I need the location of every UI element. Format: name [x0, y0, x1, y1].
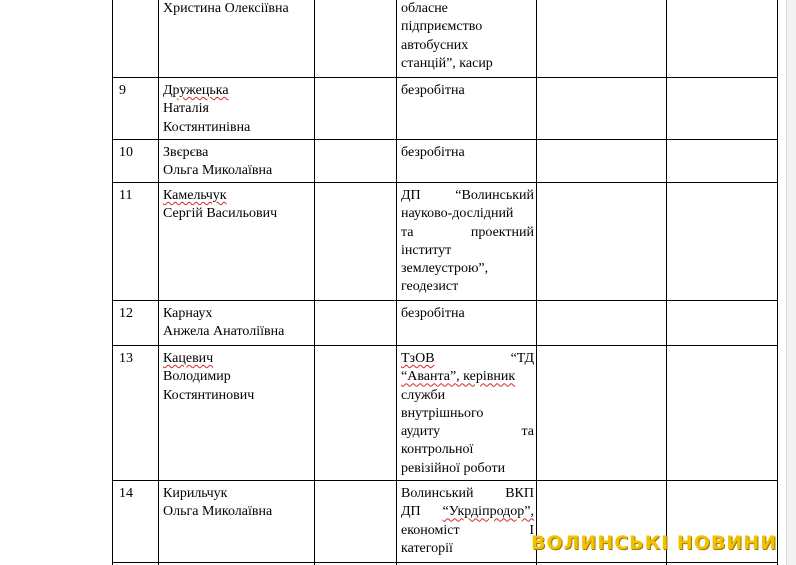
- organization-cell: Волинський ВКП ДП “Укрдіпродор”, економіст I категорії: [401, 486, 534, 556]
- row-number: 12: [119, 306, 133, 321]
- organization-cell: ТзОВ “ТД “Аванта”, керівник служби внутрішнього аудиту та контрольної ревізійної роботи: [401, 351, 534, 476]
- row-divider: [112, 139, 778, 140]
- row-number: 14: [119, 486, 133, 501]
- row-divider: [112, 300, 778, 301]
- page-margin: [787, 0, 796, 565]
- person-name-cell: Звєрєва Ольга Миколаївна: [163, 145, 273, 179]
- organization-cell: безробітна: [401, 83, 465, 98]
- row-number: 10: [119, 145, 133, 160]
- row-number: 13: [119, 351, 133, 366]
- person-name-cell: Карнаух Анжела Анатоліївна: [163, 306, 285, 340]
- organization-cell: безробітна: [401, 306, 465, 321]
- table-row-partial: [163, 0, 289, 18]
- person-name-cell: Дружецька Наталія Костянтинівна: [163, 83, 251, 135]
- watermark-logo: ВОЛИНСЬКІ НОВИНИ: [531, 532, 778, 554]
- person-name-line: Христина Олексіївна: [163, 1, 289, 16]
- organization-cell: ДП “Волинський науково-дослідний та проектний інститут землеустрою”, геодезист: [401, 188, 534, 295]
- organization-cell: безробітна: [401, 145, 465, 160]
- person-name-cell: Камельчук Сергій Васильович: [163, 188, 278, 222]
- row-number: 11: [119, 188, 133, 203]
- row-divider: [112, 182, 778, 183]
- organization-cell: обласне підприємство автобусних станцій”, касир: [401, 1, 493, 71]
- row-divider: [112, 77, 778, 78]
- row-number: 9: [119, 83, 126, 98]
- person-name-cell: Кацевич Володимир Костянтинович: [163, 351, 255, 403]
- row-divider: [112, 345, 778, 346]
- row-divider: [112, 562, 778, 563]
- person-name-cell: Кирильчук Ольга Миколаївна: [163, 486, 273, 520]
- row-divider: [112, 480, 778, 481]
